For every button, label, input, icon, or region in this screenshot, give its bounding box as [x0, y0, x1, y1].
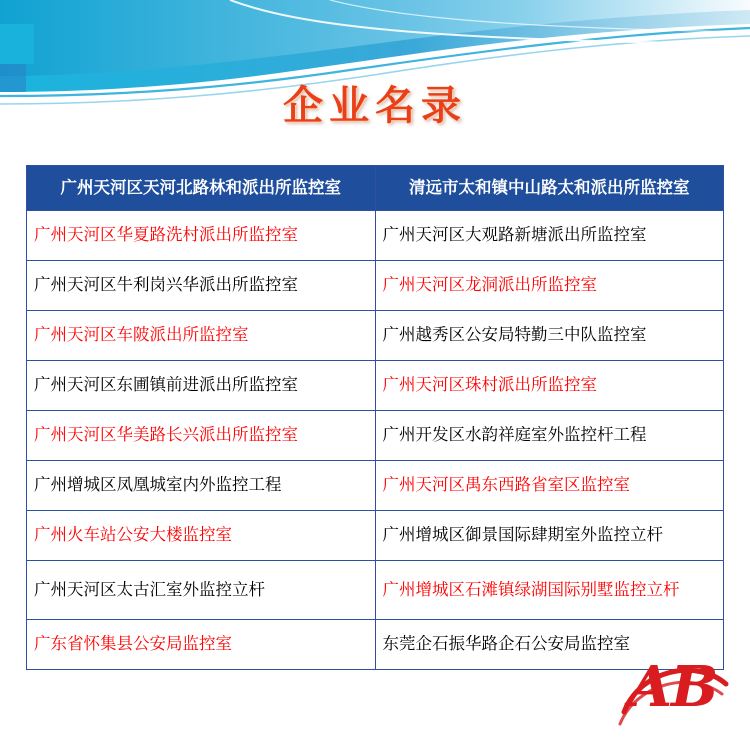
- company-directory: [26, 165, 724, 670]
- directory-table: [26, 165, 724, 670]
- page-title: 企业名录: [283, 83, 467, 129]
- table-cell: 广州火车站公安大楼监控室: [27, 511, 376, 561]
- table-cell: 广州天河区大观路新塘派出所监控室: [375, 211, 724, 261]
- table-row: [27, 261, 724, 311]
- table-row: [27, 411, 724, 461]
- table-cell: 广州天河区华夏路洗村派出所监控室: [27, 211, 376, 261]
- table-cell: 东莞企石振华路企石公安局监控室: [375, 620, 724, 670]
- table-cell: 广州天河区东圃镇前进派出所监控室: [27, 361, 376, 411]
- table-row: [27, 211, 724, 261]
- directory-table-body: [27, 166, 724, 670]
- table-cell: 广州天河区龙洞派出所监控室: [375, 261, 724, 311]
- table-header-cell: 清远市太和镇中山路太和派出所监控室: [375, 166, 724, 211]
- table-cell: 广州天河区珠村派出所监控室: [375, 361, 724, 411]
- table-cell: 广州天河区禺东西路省室区监控室: [375, 461, 724, 511]
- table-row: [27, 561, 724, 620]
- table-cell: 广州越秀区公安局特勤三中队监控室: [375, 311, 724, 361]
- table-cell: 广州天河区太古汇室外监控立杆: [27, 561, 376, 620]
- table-cell: 广州天河区车陂派出所监控室: [27, 311, 376, 361]
- company-logo: [614, 648, 732, 738]
- table-row: [27, 166, 724, 211]
- table-cell: 广州开发区水韵祥庭室外监控杆工程: [375, 411, 724, 461]
- table-row: [27, 361, 724, 411]
- table-header-cell: 广州天河区天河北路林和派出所监控室: [27, 166, 376, 211]
- table-cell: 广东省怀集县公安局监控室: [27, 620, 376, 670]
- table-cell: 广州天河区华美路长兴派出所监控室: [27, 411, 376, 461]
- table-cell: 广州增城区御景国际肆期室外监控立杆: [375, 511, 724, 561]
- logo-text: AB: [628, 654, 718, 720]
- table-cell: 广州增城区凤凰城室内外监控工程: [27, 461, 376, 511]
- table-row: [27, 511, 724, 561]
- table-row: [27, 311, 724, 361]
- table-cell: 广州天河区牛利岗兴华派出所监控室: [27, 261, 376, 311]
- table-cell: 广州增城区石滩镇绿湖国际别墅监控立杆: [375, 561, 724, 620]
- table-row: [27, 461, 724, 511]
